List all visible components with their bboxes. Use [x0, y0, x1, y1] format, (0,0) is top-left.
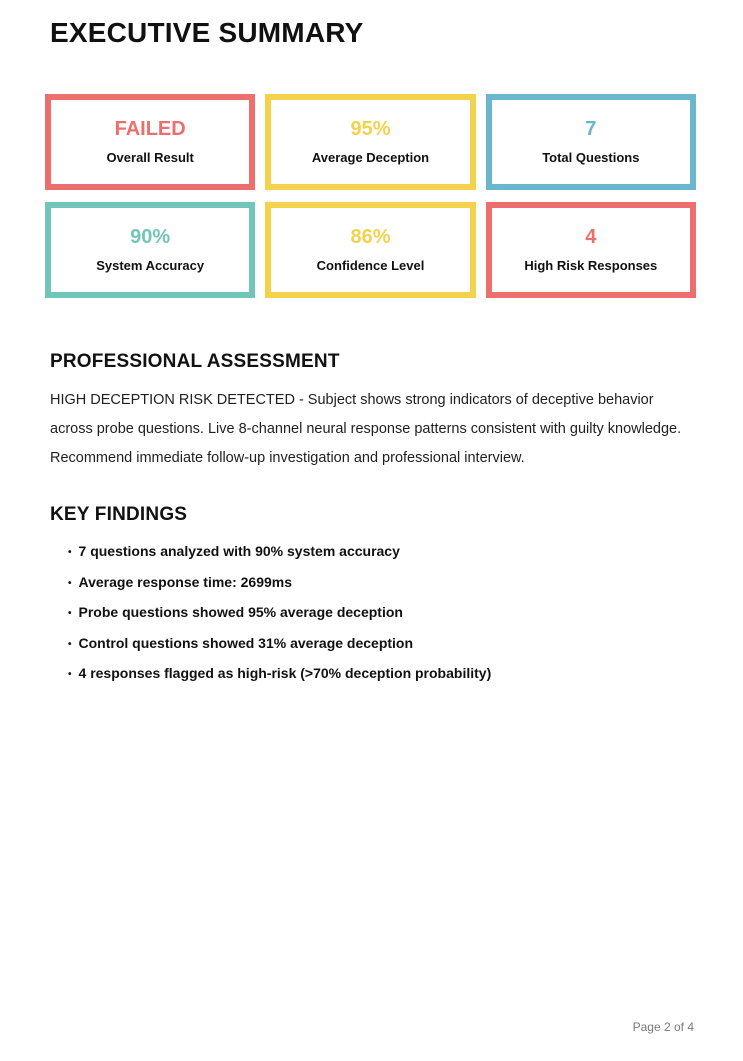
stat-value: 90%: [130, 225, 171, 248]
key-finding-item: [68, 542, 696, 563]
stat-value: 7: [585, 117, 597, 140]
stat-card-high-risk-responses: [486, 202, 696, 298]
stat-label: System Accuracy: [96, 257, 205, 273]
stat-label: Total Questions: [542, 149, 640, 165]
stat-card-system-accuracy: [45, 202, 255, 298]
key-findings-section-heading: KEY FINDINGS: [50, 504, 188, 525]
bullet-icon: •: [68, 577, 72, 589]
stat-card-total-questions: [486, 94, 696, 190]
stat-value: FAILED: [114, 117, 186, 140]
page-title: EXECUTIVE SUMMARY: [50, 17, 364, 48]
stat-value: 86%: [350, 225, 391, 248]
key-finding-text: 4 responses flagged as high-risk (>70% deception probability): [78, 665, 492, 681]
stat-card-overall-result: [45, 94, 255, 190]
stat-label: Confidence Level: [316, 257, 425, 273]
key-findings-list: [50, 542, 696, 685]
key-finding-text: Average response time: 2699ms: [78, 573, 292, 590]
assessment-section-heading: PROFESSIONAL ASSESSMENT: [50, 351, 340, 372]
key-finding-item: [68, 603, 696, 624]
stat-card-confidence-level: [265, 202, 475, 298]
stat-value: 4: [585, 225, 597, 248]
summary-stat-cards: [45, 94, 696, 298]
report-page: [0, 17, 743, 1061]
stat-card-average-deception: [265, 94, 475, 190]
bullet-icon: •: [68, 638, 72, 650]
bullet-icon: •: [68, 669, 72, 680]
stat-label: Average Deception: [311, 149, 430, 165]
key-finding-item: [68, 664, 696, 685]
page-content: [0, 17, 743, 685]
bullet-icon: •: [68, 608, 72, 619]
key-finding-item: [68, 634, 696, 655]
assessment-body-text: HIGH DECEPTION RISK DETECTED - Subject shows strong indicators of deceptive behavior across probe questions. Live 8-channel neural response patterns consistent with guilty knowledge. Recommend immediate follow-up investigation and professional interview.: [50, 392, 682, 466]
stat-label: Overall Result: [106, 149, 194, 165]
key-finding-text: 7 questions analyzed with 90% system accuracy: [78, 543, 400, 559]
stat-label: High Risk Responses: [524, 257, 658, 273]
key-finding-item: [68, 573, 696, 594]
bullet-icon: •: [68, 547, 72, 558]
page-number: Page 2 of 4: [632, 1020, 694, 1034]
stat-value: 95%: [350, 117, 391, 140]
key-finding-text: Probe questions showed 95% average deception: [78, 604, 403, 620]
key-finding-text: Control questions showed 31% average deception: [78, 634, 414, 651]
